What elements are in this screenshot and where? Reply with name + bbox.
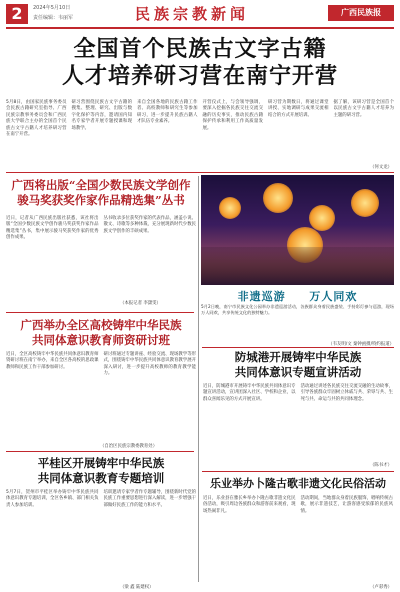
article4-paragraph: 培训邀请专家学者作专题辅导，围绕新时代党的民族工作重要思想进行深入解读，进一步增强干部做好民族工作的能力和水平。: [103, 490, 196, 508]
article4-headline: [6, 456, 196, 486]
article1-byline: （本报记者 李潇雯）: [120, 301, 161, 306]
page-number: 2: [6, 4, 28, 24]
photo-caption: [201, 304, 394, 340]
masthead: [0, 0, 400, 30]
article5-body: [203, 496, 393, 582]
article3-paragraph: 近日，防城港市开展铸牢中华民族共同体意识专题宣讲活动，宣讲团深入社区、学校和企业，以群众喜闻乐见的方式开展宣讲。: [203, 384, 296, 402]
article4-paragraph: 5月7日，贺州市平桂区举办铸牢中华民族共同体意识教育专题培训，全区各乡镇、部门相关负责人参加培训。: [6, 490, 99, 508]
article2-byline: （自治区民族宗教委教育处）: [100, 444, 158, 449]
lead-headline: [0, 36, 400, 90]
issue-date: 2024年5月10日: [33, 5, 71, 11]
lantern-glow: [351, 189, 379, 217]
lead-paragraph: 来自全国各地的民族古籍工作者、高校教师和研究生等参加研习，进一步提升民族古籍人才队伍专业素养。: [137, 100, 198, 125]
article3-headline-line1: 防城港开展铸牢中华民族: [234, 350, 362, 364]
article1-paragraph: 丛书收录多位获奖作家的代表作品，涵盖小说、散文、诗歌等多种体裁，充分展现新时代少数民族文学创作的丰硕成果。: [103, 216, 196, 234]
section-divider: [202, 471, 394, 472]
section-divider: [6, 312, 194, 313]
article3-headline: [203, 350, 393, 380]
lead-paragraph: 开营仪式上，与会领导强调，要深入挖掘各民族交往交流交融的历史事实，推动民族古籍保护传承和利用工作高质量发展。: [202, 100, 263, 131]
lead-paragraph: 据了解，该研习营是全国首个以民族古文字古籍人才培养为主题的研习营。: [333, 100, 394, 118]
article1-headline-line2: 骏马奖获奖作家作品精选集”丛书: [17, 193, 185, 207]
article2-headline-line1: 广西举办全区高校铸牢中华民族: [20, 318, 182, 332]
article5-byline: （卢彩秀）: [370, 585, 392, 590]
lead-paragraph: 研习营为期数日，将通过课堂讲授、实地调研与成果交流相结合的方式开展培训。: [268, 100, 329, 118]
article5-paragraph: 近日，乐业县在雅长乡举办卜隆古歌非遗文化民俗活动，吸引周边各族群众和游客前来观看，现场热闹非凡。: [203, 496, 296, 514]
lantern-glow: [263, 183, 293, 213]
article4-headline-line2: 共同体意识教育专题培训: [37, 471, 165, 485]
section-divider: [202, 347, 394, 348]
photo-headline-right: 万人同欢: [309, 290, 358, 303]
article5-paragraph: 活动期间，当地群众身着民族服饰，唱响传统古歌，展示非遗技艺，让游客感受浓郁的民族风情。: [300, 496, 393, 514]
article1-paragraph: 近日，记者从广西民族出版社获悉，该社将出版“全国少数民族文学创作骏马奖获奖作家作品精选集”丛书，集中展示骏马奖获奖作家的优秀创作成果。: [6, 216, 99, 241]
article2-headline-line2: 共同体意识教育师资研讨班: [32, 333, 170, 347]
section-divider: [6, 451, 194, 452]
masthead-rule: [6, 27, 394, 29]
article3-byline: （陈书才）: [370, 463, 392, 468]
article2-paragraph: 近日，全区高校铸牢中华民族共同体意识教育师资研讨班在南宁举办，来自全区各高校的思政课教师和民族工作干部参加研讨。: [6, 352, 99, 370]
article5-headline: 乐业举办卜隆古歌非遗文化民俗活动: [210, 477, 386, 490]
article1-body: [6, 216, 196, 296]
editor-credit: 责任编辑：韦丽军: [33, 15, 74, 21]
article1-headline: [6, 178, 196, 208]
lead-paragraph: 研习营围绕民族古文字古籍的搜集、整理、研究、出版与数字化保护等内容，邀请国内知名专家学者开展专题授课和现场教学。: [71, 100, 132, 131]
article1-headline-line1: 广西将出版“全国少数民族文学创作: [11, 178, 191, 192]
lantern-glow: [309, 205, 335, 231]
section-title: 民族宗教新闻: [134, 5, 249, 23]
photo-credit: （韦友明/文 秦钟函摄/特约报道）: [328, 342, 394, 347]
article4-headline-line1: 平桂区开展铸牢中华民族: [37, 456, 165, 470]
lantern-glow: [219, 197, 241, 219]
article2-paragraph: 研讨班通过专题讲座、经验交流、现场教学等形式，围绕铸牢中华民族共同体意识教育教学展开深入研讨，进一步提升高校教师的教育教学能力。: [103, 352, 196, 377]
column-divider: [198, 176, 199, 582]
photo-caption-text: 5月2日晚，南宁市民族文化公园举办非遗巡游活动，各族群众身着民族盛装、手持彩灯参与巡游，现场万人同欢，共享传统文化的独特魅力。: [201, 304, 394, 315]
lead-headline-line2: 人才培养研习营在南宁开营: [61, 64, 338, 89]
section-divider: [6, 172, 394, 173]
photo-headline-left: 非遗巡游: [237, 290, 286, 303]
festival-photo: [201, 175, 394, 285]
article2-headline: [6, 318, 196, 348]
article4-body: [6, 490, 196, 582]
lead-byline: （何文龙）: [370, 165, 392, 170]
article2-body: [6, 352, 196, 442]
newspaper-brand: 广西民族报: [328, 5, 394, 21]
photo-headline: [201, 288, 394, 304]
lead-body: [6, 100, 394, 164]
article3-paragraph: 活动通过讲述各民族交往交流交融的生动故事，引导各族群众牢固树立休戚与共、荣辱与共、生死与共、命运与共的共同体理念。: [300, 384, 393, 402]
lead-headline-line1: 全国首个民族古文字古籍: [73, 37, 327, 62]
crowd-silhouette: [201, 247, 394, 285]
article3-headline-line2: 共同体意识专题宣讲活动: [234, 365, 362, 379]
article3-body: [203, 384, 393, 459]
article4-byline: （梁 鑫 陆建权）: [120, 585, 154, 590]
lead-paragraph: 5月8日，由国家民族事务委员会民族古籍研究室指导、广西民族宗教事务委员会和广西民族大学联合主办的全国首个民族古文字古籍人才培养研习营在南宁开营。: [6, 100, 67, 138]
